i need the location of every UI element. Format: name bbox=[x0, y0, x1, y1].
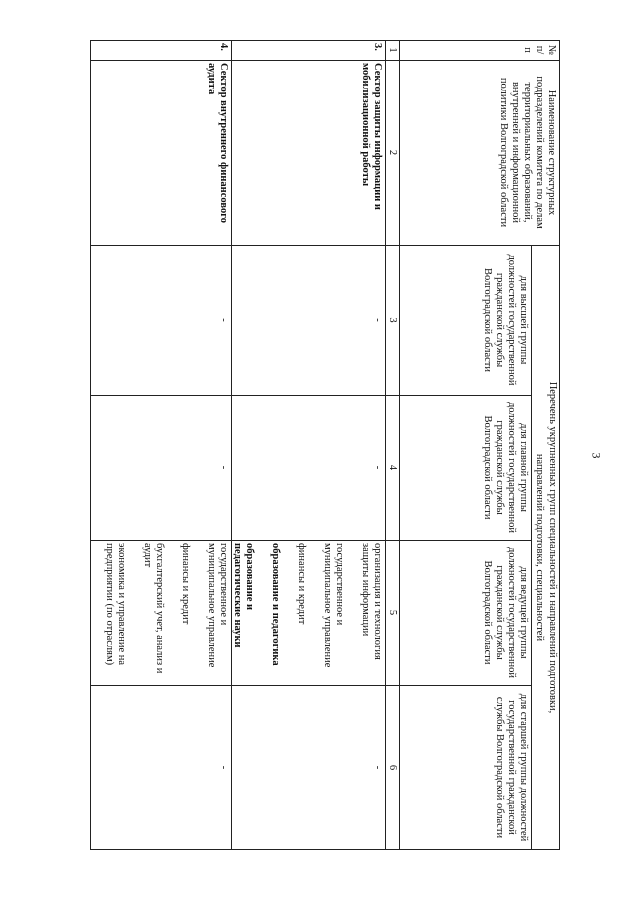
row-3-name: Сектор защиты информации и мобилизационной работы bbox=[360, 63, 383, 210]
row-3-highest: - bbox=[372, 318, 383, 322]
specialty-item: государственное и муниципальное управление bbox=[322, 543, 345, 668]
row-4-name: Сектор внутреннего финансового аудита bbox=[206, 63, 229, 223]
specialty-item: организация и технология защиты информации bbox=[360, 543, 383, 660]
page-number: 3 bbox=[589, 452, 604, 459]
specialty-item: финансы и кредит bbox=[296, 543, 307, 625]
row-4-main: - bbox=[218, 465, 229, 470]
column-number: 2 bbox=[387, 149, 398, 156]
row-3-number: 3. bbox=[372, 43, 383, 51]
row-4-number: 4. bbox=[218, 43, 229, 51]
row-3-leading bbox=[234, 540, 384, 685]
header-highest-group: для высшей группы должностей государственной гражданской службы Волгоградской области bbox=[482, 254, 529, 386]
row-4-highest: - bbox=[218, 318, 229, 322]
row-4-leading bbox=[92, 540, 230, 685]
column-number: 6 bbox=[387, 764, 398, 771]
header-leading-group: для ведущей группы должностей государственной гражданской службы Волгоградской области bbox=[482, 546, 529, 679]
column-number: 1 bbox=[387, 47, 398, 53]
header-name: Наименование структурных подразделений комитета по делам территориальных образований, внутренней и информационной политики Волгоградской области bbox=[498, 76, 557, 229]
specialty-item: экономика и управление на предприятии (по отраслям) bbox=[104, 543, 127, 666]
row-3-senior: - bbox=[372, 765, 383, 770]
column-number: 3 bbox=[387, 317, 398, 323]
specialty-item: образование и педагогика bbox=[270, 543, 281, 666]
row-4-senior: - bbox=[218, 765, 229, 770]
specialty-item: бухгалтерский учет, анализ и аудит bbox=[142, 543, 165, 674]
header-group-subtitle: направлений подготовки, специальностей bbox=[534, 453, 545, 642]
header-senior-group: для старшей группы должностей государственной гражданской службы Волгоградской области bbox=[494, 693, 529, 842]
specialty-item: финансы и кредит bbox=[180, 543, 191, 625]
header-main-group: для главной группы должностей государственной гражданской службы Волгоградской области bbox=[482, 401, 529, 534]
header-group-title: Перечень укрупненных групп специальностей и направлений подготовки, bbox=[547, 381, 558, 714]
rotated-document bbox=[90, 40, 560, 850]
column-number: 5 bbox=[387, 609, 398, 616]
specialty-item: образование и педагогические науки bbox=[232, 543, 255, 648]
document-table bbox=[90, 40, 560, 850]
header-no: № п/п bbox=[522, 44, 557, 56]
column-number: 4 bbox=[387, 464, 398, 471]
specialty-item: государственное и муниципальное управление bbox=[206, 543, 229, 668]
row-3-main: - bbox=[372, 465, 383, 470]
